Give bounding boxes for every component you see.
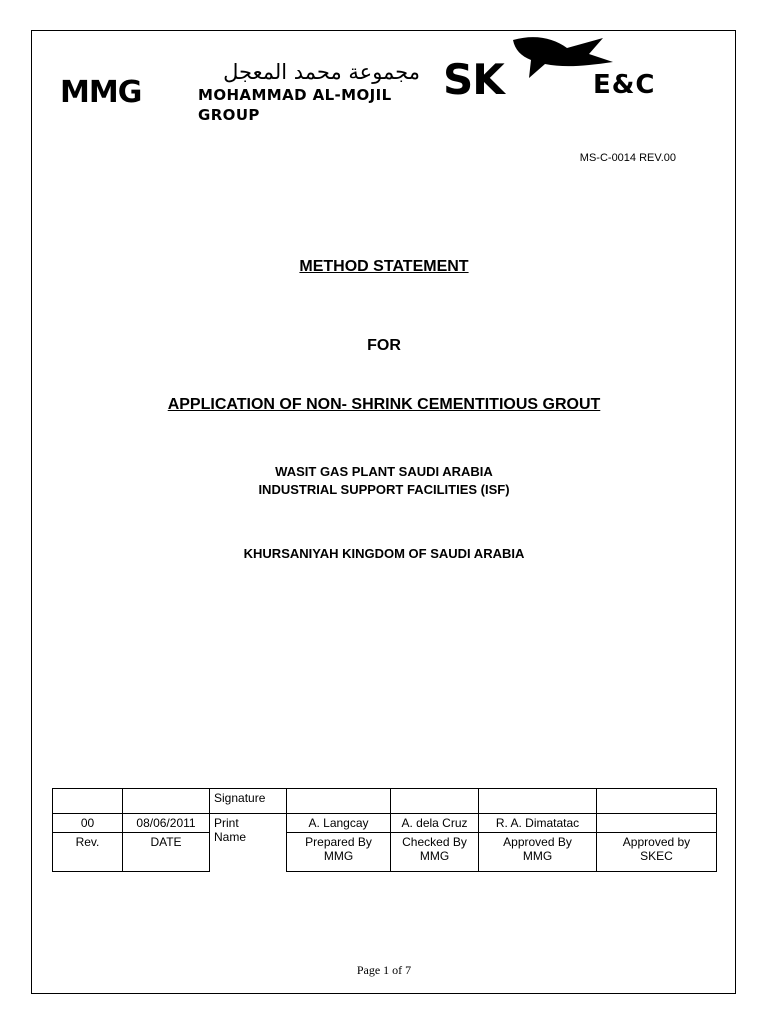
- approved-mmg-label: Approved By MMG: [479, 833, 597, 872]
- approved-skec-signature: [597, 789, 717, 814]
- project-facility: INDUSTRIAL SUPPORT FACILITIES (ISF): [258, 482, 510, 497]
- approved-mmg-signature: [479, 789, 597, 814]
- table-row: [53, 833, 717, 872]
- approved-skec-label: Approved by SKEC: [597, 833, 717, 872]
- table-cell: [123, 789, 210, 814]
- skec-name: [597, 814, 717, 833]
- print-name-label: Print Name: [210, 814, 287, 872]
- checked-label: Checked By MMG: [391, 833, 479, 872]
- document-reference: MS-C-0014 REV.00: [579, 152, 676, 164]
- sk-logo-text: SK: [443, 55, 504, 104]
- ec-logo-text: E&C: [593, 70, 656, 100]
- title-subject: APPLICATION OF NON- SHRINK CEMENTITIOUS GROUT: [167, 396, 601, 413]
- prepared-label: Prepared By MMG: [287, 833, 391, 872]
- date-value: 08/06/2011: [123, 814, 210, 833]
- sk-ec-logo: [443, 34, 713, 104]
- mmg-logo-arabic: مجموعة محمد المعجل: [223, 60, 420, 84]
- checked-signature: [391, 789, 479, 814]
- checked-name: A. dela Cruz: [391, 814, 479, 833]
- mmg-logo: [60, 58, 420, 124]
- approval-table: [52, 788, 717, 872]
- title-method-statement: METHOD STATEMENT: [299, 258, 469, 275]
- prepared-signature: [287, 789, 391, 814]
- approved-name: R. A. Dimatatac: [479, 814, 597, 833]
- title-for: FOR: [367, 337, 401, 354]
- mmg-logo-mark: MMG: [60, 75, 142, 110]
- date-label: DATE: [123, 833, 210, 872]
- table-row: [53, 814, 717, 833]
- page-number: Page 1 of 7: [356, 963, 412, 977]
- rev-label: Rev.: [53, 833, 123, 872]
- table-row: [53, 789, 717, 814]
- project-location: KHURSANIYAH KINGDOM OF SAUDI ARABIA: [243, 546, 525, 561]
- table-cell: [53, 789, 123, 814]
- prepared-name: A. Langcay: [287, 814, 391, 833]
- mmg-logo-english: MOHAMMAD AL-MOJIL GROUP: [198, 86, 392, 124]
- signature-label: Signature: [210, 789, 287, 814]
- rev-value: 00: [53, 814, 123, 833]
- project-name: WASIT GAS PLANT SAUDI ARABIA: [275, 464, 493, 479]
